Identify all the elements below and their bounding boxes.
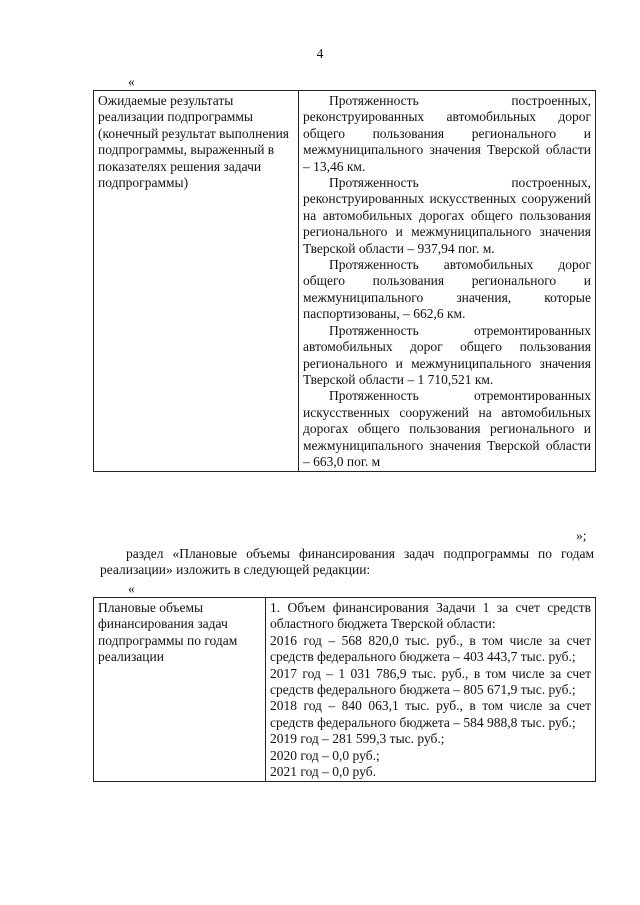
financing-label: Плановые объемы финансирования задач подпрограммы по годам реализации [98, 600, 238, 665]
table-cell-content [266, 598, 596, 782]
result-paragraph: Протяженность отремонтированных автомобильных дорог общего пользования регионального и межмуниципального значения Тверской области – 1 710,521 км. [303, 322, 591, 387]
result-paragraph: Протяженность построенных, реконструированных автомобильных дорог общего пользования регионального и межмуниципального значения Тверской области – 13,46 км. [303, 93, 591, 174]
financing-line: 2016 год – 568 820,0 тыс. руб., в том числе за счет средств федерального бюджета – 403 443,7 тыс. руб.; [270, 632, 591, 665]
financing-line: 1. Объем финансирования Задачи 1 за счет средств областного бюджета Тверской области: [270, 600, 591, 632]
financing-line: 2020 год – 0,0 руб.; [270, 747, 380, 763]
expected-results-table [93, 90, 596, 472]
table-cell-content [299, 91, 596, 472]
financing-line: 2017 год – 1 031 786,9 тыс. руб., в том числе за счет средств федерального бюджета – 805 671,9 тыс. руб.; [270, 665, 591, 698]
financing-line: 2021 год – 0,0 руб. [270, 764, 376, 780]
financing-table [93, 597, 596, 782]
opening-quote-2: « [128, 581, 135, 596]
table-row [94, 91, 596, 472]
result-paragraph: Протяженность построенных, реконструированных искусственных сооружений на автомобильных дорогах общего пользования регионального и межмуниципального значения Тверской области – 937,94 пог. м. [303, 175, 591, 256]
page-number: 4 [316, 46, 324, 61]
result-paragraph: Протяженность отремонтированных искусственных сооружений на автомобильных дорогах общего пользования регионального и межмуниципального значения Тверской области – 663,0 пог. м [303, 388, 591, 469]
financing-line: 2019 год – 281 599,3 тыс. руб.; [270, 731, 445, 747]
table-cell-label [94, 91, 299, 472]
table-cell-label [94, 598, 266, 782]
result-paragraph: Протяженность автомобильных дорог общего пользования регионального и межмуниципального значения, которые паспортизованы, – 662,6 км. [303, 257, 591, 322]
opening-quote: « [128, 74, 135, 89]
table-row [94, 598, 596, 782]
financing-line: 2018 год – 840 063,1 тыс. руб., в том числе за счет средств федерального бюджета – 584 988,8 тыс. руб.; [270, 698, 591, 730]
instruction-paragraph: раздел «Плановые объемы финансирования задач подпрограммы по годам реализации» изложить в следующей редакции: [100, 546, 594, 578]
expected-results-label: Ожидаемые результаты реализации подпрограммы (конечный результат выполнения подпрограммы, выраженный в показателях решения задачи подпрограммы) [98, 93, 290, 191]
closing-quote: »; [576, 528, 587, 543]
